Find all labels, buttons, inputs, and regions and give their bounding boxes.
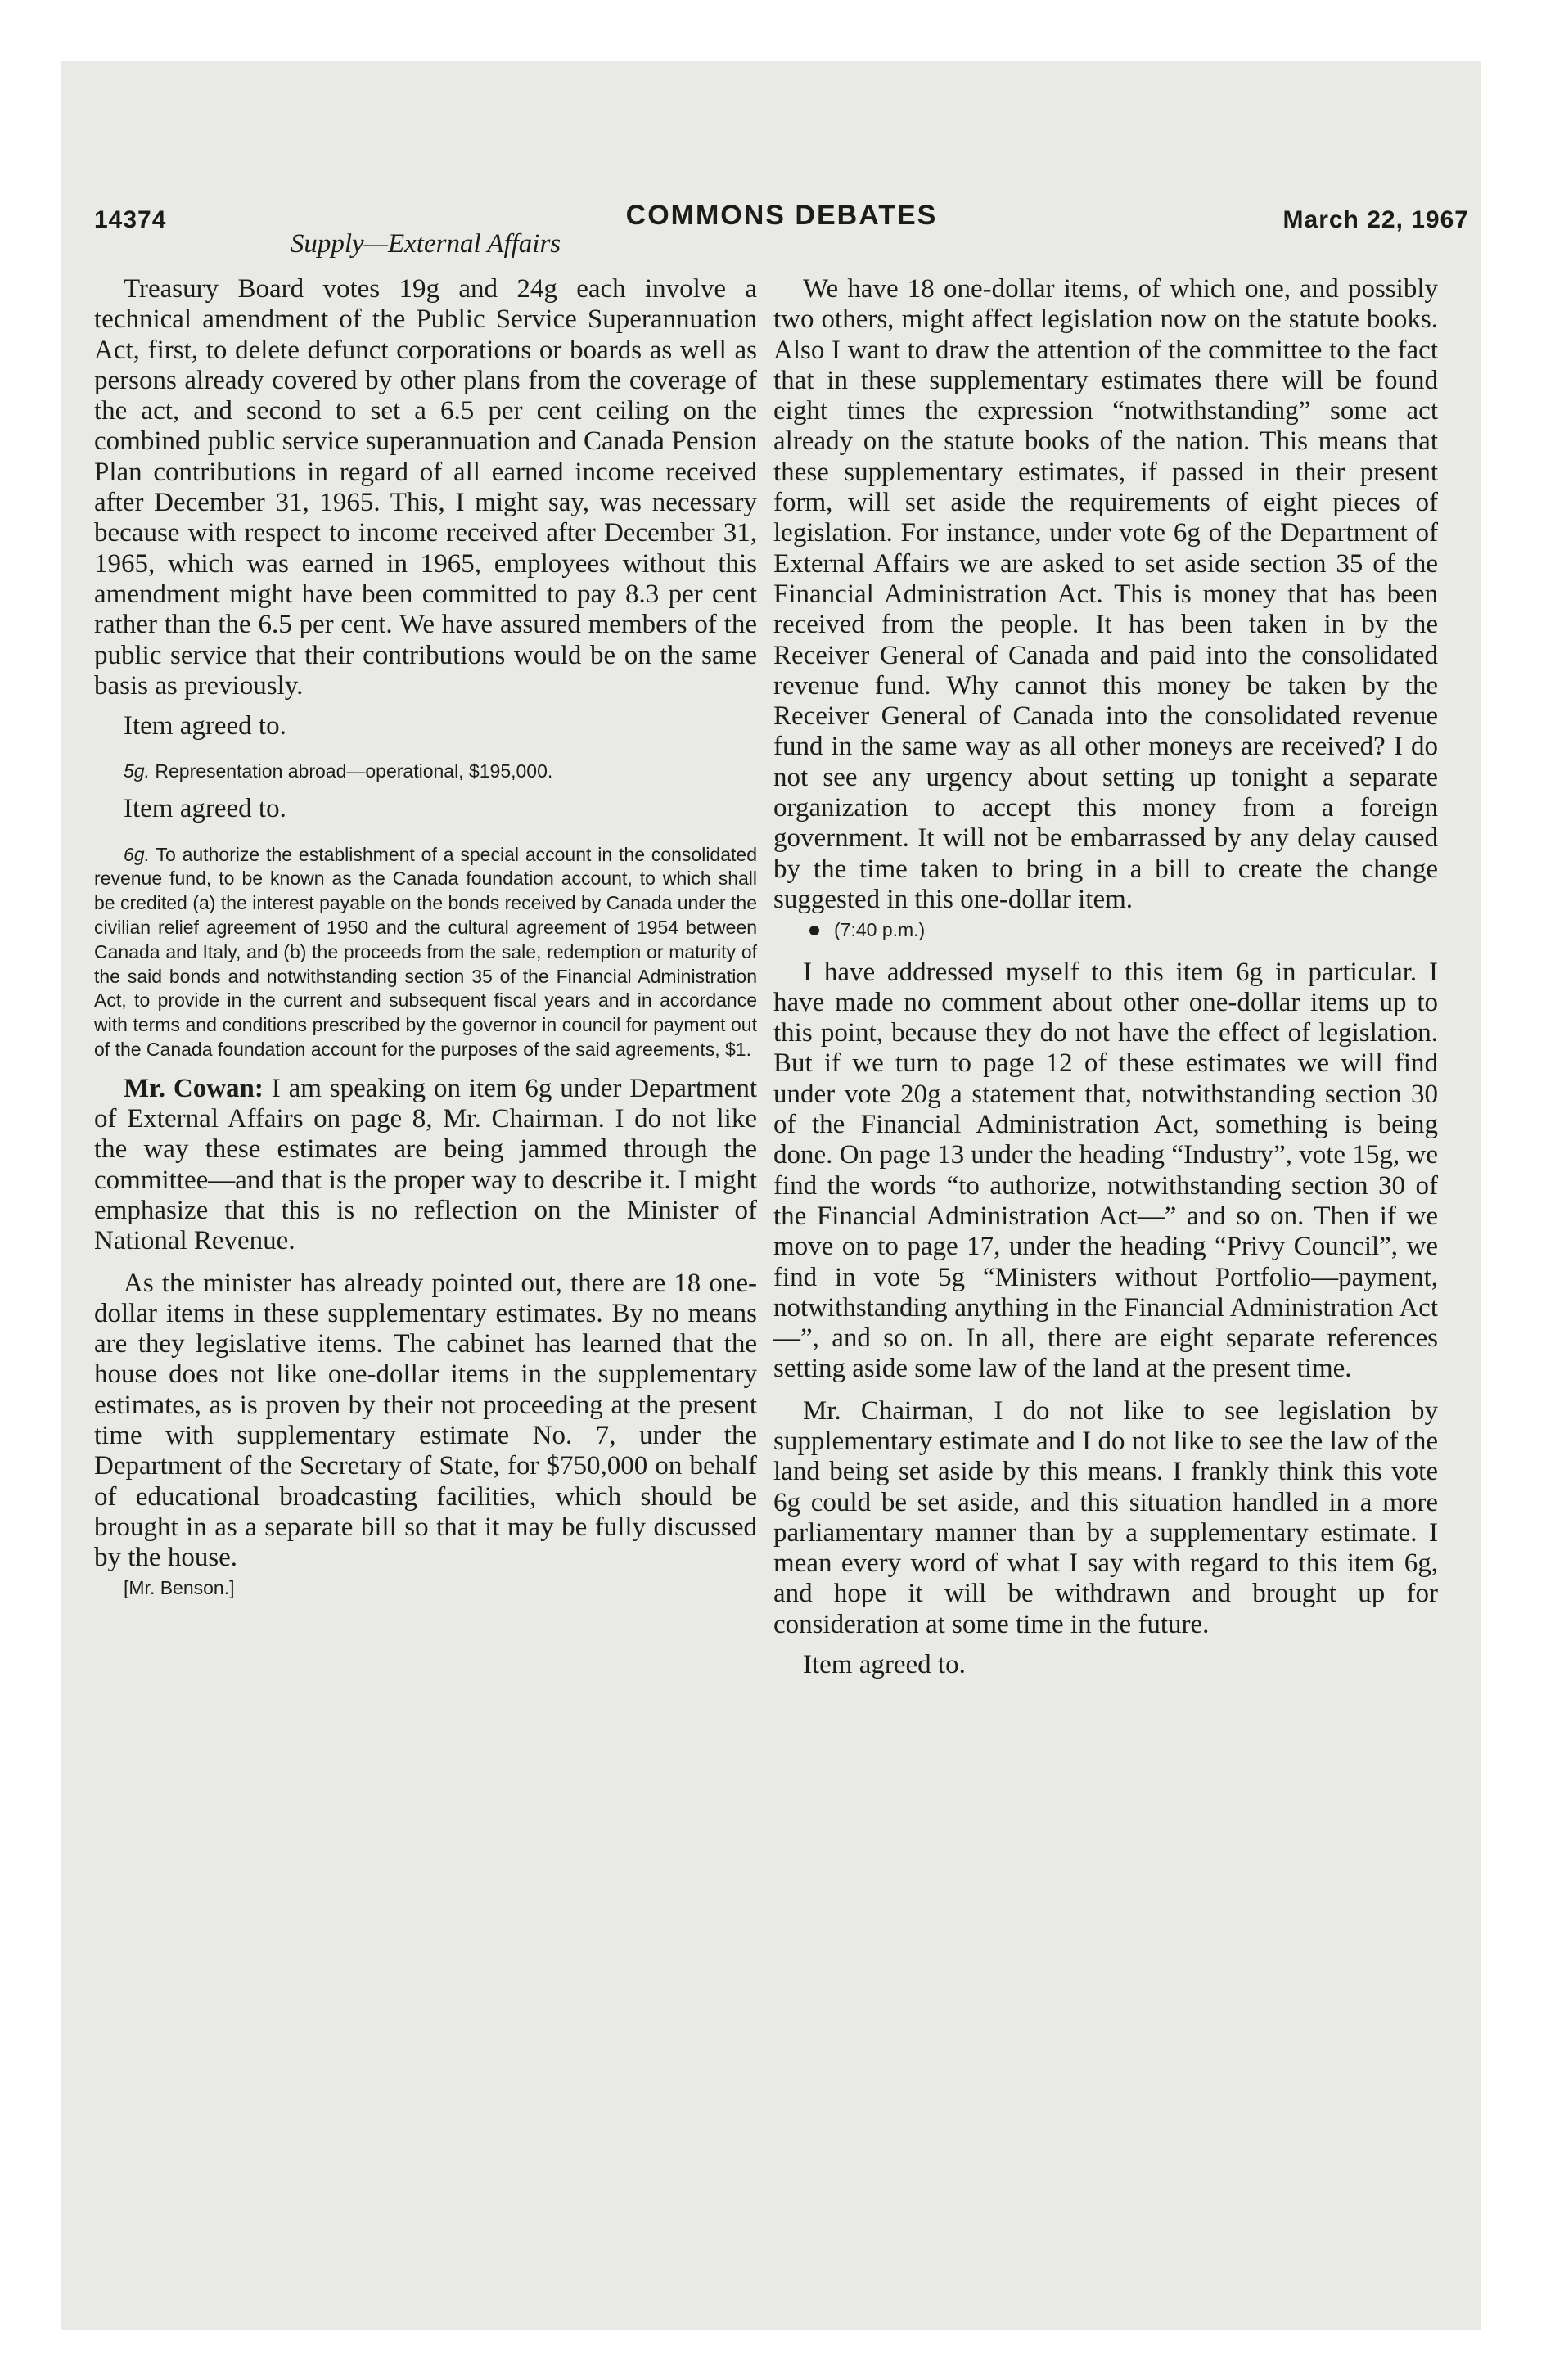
paragraph-cowan <box>94 1074 757 1257</box>
item-5g-text: Representation abroad—operational, $195,000. <box>155 760 553 782</box>
speaker-name: Mr. Cowan: <box>124 1073 264 1103</box>
paragraph-one-dollar-items: As the minister has already pointed out, there are 18 one-dollar items in these supplementary estimates. By no means are they legislative items. The cabinet has learned that the house does not like one-dollar items in the supplementary estimates, as is proven by their not proceeding at the present time with supplementary estimate No. 7, under the Department of the Secretary of State, for $750,000 on behalf of educational broadcasting facilities, which should be brought in as a separate bill so that it may be fully discussed by the house. <box>94 1268 757 1573</box>
left-column <box>94 274 757 1604</box>
time-stamp <box>773 915 1438 945</box>
publication-title: COMMONS DEBATES <box>625 200 938 231</box>
item-agreed-1: Item agreed to. <box>124 711 286 741</box>
paragraph-notwithstanding: We have 18 one-dollar items, of which one, and possibly two others, might affect legislation now on the statute books. Also I want to draw the attention of the committee to the fact that in these supplementary estimates there will be found eight times the expression “notwithstanding” some act already on the statute books of the nation. This means that these supplementary estimates, if passed in their present form, will set aside the requirements of eight pieces of legislation. For instance, under vote 6g of the Department of External Affairs we are asked to set aside section 35 of the Financial Administration Act. This is money that has been received from the people. It has been taken in by the Receiver General of Canada and paid into the consolidated revenue fund. Why cannot this money be taken by the Receiver General of Canada into the consolidated revenue fund in the same way as all other moneys are received? I do not see any urgency about setting up tonight a separate organization to accept this money from a foreign government. It will not be embarrassed by any delay caused by the time taken to bring in a bill to create the change suggested in this one-dollar item. <box>773 274 1438 914</box>
item-5g <box>94 760 757 784</box>
item-6g-text: To authorize the establishment of a special account in the consolidated revenue fund, to be known as the Canada foundation account, to which shall be credited (a) the interest payable on the bonds received by Canada under the civilian relief agreement of 1950 and the cultural agreement of 1954 between Canada and Italy, and (b) the proceeds from the sale, redemption or maturity of the said bonds and notwithstanding section 35 of the Financial Administration Act, to provide in the current and subsequent fiscal years and in accordance with terms and conditions prescribed by the governor in council for payment out of the Canada foundation account for the purposes of the said agreements, $1. <box>94 843 757 1060</box>
item-agreed-3: Item agreed to. <box>803 1650 966 1680</box>
time-stamp-text: (7:40 p.m.) <box>834 919 926 941</box>
item-5g-label: 5g. <box>124 760 150 782</box>
right-column <box>773 274 1438 1680</box>
section-subtitle: Supply—External Affairs <box>290 229 561 259</box>
bullet-icon <box>809 926 819 935</box>
page-number: 14374 <box>94 206 167 233</box>
paragraph-treasury-board: Treasury Board votes 19g and 24g each involve a technical amendment of the Public Service Superannuation Act, first, to delete defunct corporations or boards as well as persons already covered by other plans from the coverage of the act, and second to set a 6.5 per cent ceiling on the combined public service superannuation and Canada Pension Plan contributions in regard of all earned income received after December 31, 1965. This, I might say, was necessary because with respect to income received after December 31, 1965, which was earned in 1965, employees without this amendment might have been committed to pay 8.3 per cent rather than the 6.5 per cent. We have assured members of the public service that their contributions would be on the same basis as previously. <box>94 274 757 701</box>
item-agreed-2: Item agreed to. <box>124 794 286 824</box>
paragraph-cowan-text: I am speaking on item 6g under Department of External Affairs on page 8, Mr. Chairman. I do not like the way these estimates are being jammed through the committee—and that is the proper way to describe it. I might emphasize that this is no reflection on the Minister of National Revenue. <box>94 1073 757 1256</box>
item-6g-label: 6g. <box>124 843 150 865</box>
speaker-footer-note: [Mr. Benson.] <box>124 1577 235 1599</box>
paragraph-chairman: Mr. Chairman, I do not like to see legislation by supplementary estimate and I do not like to see the law of the land being set aside by this means. I frankly think this vote 6g could be set aside, and this situation handled in a more parliamentary manner than by a supplementary estimate. I mean every word of what I say with regard to this item 6g, and hope it will be withdrawn and brought up for consideration at some time in the future. <box>773 1395 1438 1639</box>
paragraph-item-6g: I have addressed myself to this item 6g in particular. I have made no comment about other one-dollar items up to this point, because they do not have the effect of legislation. But if we turn to page 12 of these estimates we will find under vote 20g a statement that, notwithstanding section 30 of the Financial Administration Act, something is being done. On page 13 under the heading “Industry”, vote 15g, we find the words “to authorize, notwithstanding section 30 of the Financial Administration Act—” and so on. Then if we move on to page 17, under the heading “Privy Council”, we find in vote 5g “Ministers without Portfolio—payment, notwithstanding anything in the Financial Administration Act—”, and so on. In all, there are eight separate references setting aside some law of the land at the present time. <box>773 957 1438 1384</box>
item-6g <box>94 843 757 1062</box>
page-date: March 22, 1967 <box>1282 206 1469 233</box>
